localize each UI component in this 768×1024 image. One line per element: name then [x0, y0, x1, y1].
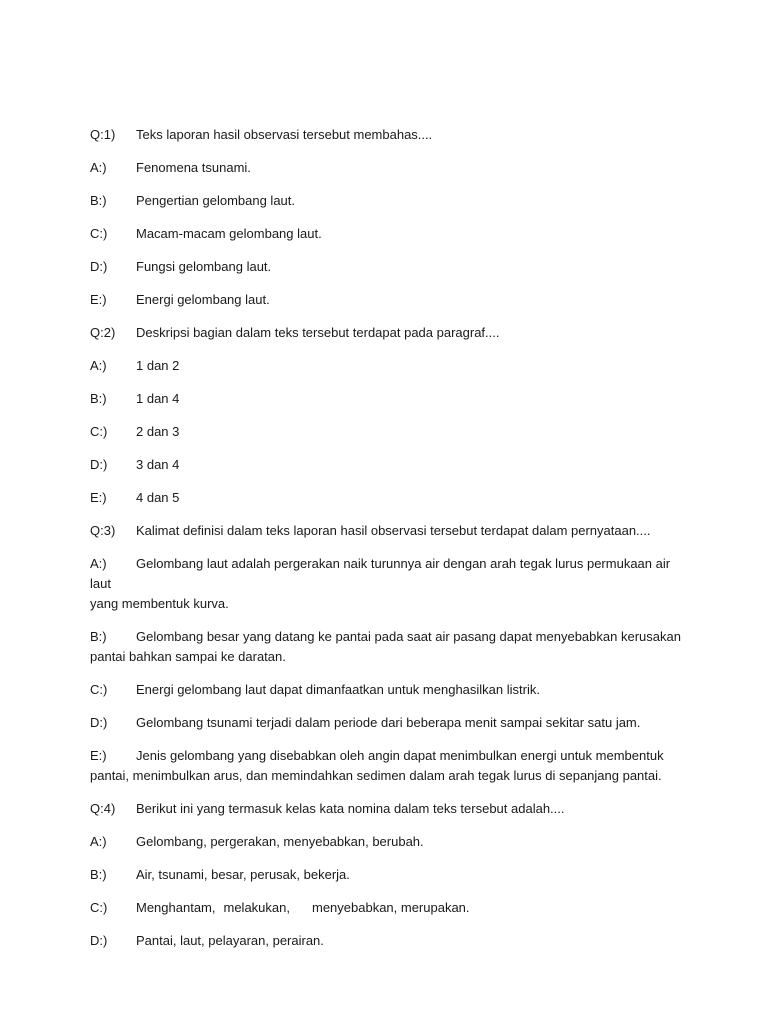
- option-text-part: menyebabkan, merupakan.: [311, 900, 470, 915]
- option-label: A:): [90, 358, 107, 373]
- option-text: Air, tsunami, besar, perusak, bekerja.: [136, 867, 350, 882]
- option-text: 2 dan 3: [136, 424, 180, 439]
- option-text: Pengertian gelombang laut.: [136, 193, 296, 208]
- option-label: D:): [90, 933, 108, 948]
- option-label: E:): [90, 490, 107, 505]
- option-text: 1 dan 4: [136, 391, 180, 406]
- option-label: E:): [90, 292, 107, 307]
- question-text: Berikut ini yang termasuk kelas kata nomina dalam teks tersebut adalah....: [136, 801, 565, 816]
- option-text-continuation: yang membentuk kurva.: [90, 596, 229, 611]
- option-line: [90, 422, 690, 442]
- option-text: Jenis gelombang yang disebabkan oleh angin dapat menimbulkan energi untuk membentuk: [136, 748, 664, 763]
- option-text: Gelombang besar yang datang ke pantai pada saat air pasang dapat menyebabkan kerusakan: [136, 629, 681, 644]
- question-label: Q:2): [90, 325, 116, 340]
- option-line: [90, 224, 690, 244]
- question-line: [90, 521, 690, 541]
- option-label: D:): [90, 259, 108, 274]
- option-text-part: Menghantam,: [136, 900, 216, 915]
- option-label: B:): [90, 391, 107, 406]
- option-label: A:): [90, 556, 107, 571]
- option-text: Gelombang laut adalah pergerakan naik turunnya air dengan arah tegak lurus permukaan air laut: [90, 556, 671, 591]
- option-text: Energi gelombang laut.: [136, 292, 270, 307]
- option-line: [90, 627, 690, 667]
- question-text: Teks laporan hasil observasi tersebut membahas....: [136, 127, 433, 142]
- option-line: [90, 713, 690, 733]
- option-line: [90, 455, 690, 475]
- option-text: Pantai, laut, pelayaran, perairan.: [136, 933, 324, 948]
- question-label: Q:4): [90, 801, 116, 816]
- option-line: [90, 680, 690, 700]
- option-line: [90, 865, 690, 885]
- option-label: C:): [90, 424, 108, 439]
- question-label: Q:1): [90, 127, 116, 142]
- option-label: C:): [90, 900, 108, 915]
- question-text: Deskripsi bagian dalam teks tersebut terdapat pada paragraf....: [136, 325, 500, 340]
- option-line: [90, 290, 690, 310]
- option-line: [90, 257, 690, 277]
- option-text: Gelombang, pergerakan, menyebabkan, berubah.: [136, 834, 424, 849]
- option-label: B:): [90, 629, 107, 644]
- option-label: C:): [90, 226, 108, 241]
- option-line: [90, 356, 690, 376]
- option-text: 3 dan 4: [136, 457, 180, 472]
- option-label: E:): [90, 748, 107, 763]
- question-label: Q:3): [90, 523, 116, 538]
- option-text: 4 dan 5: [136, 490, 180, 505]
- option-text-part: melakukan,: [223, 900, 290, 915]
- option-label: A:): [90, 834, 107, 849]
- option-text: Gelombang tsunami terjadi dalam periode dari beberapa menit sampai sekitar satu jam.: [136, 715, 641, 730]
- question-line: [90, 323, 690, 343]
- option-text-continuation: pantai, menimbulkan arus, dan memindahkan sedimen dalam arah tegak lurus di sepanjang pantai.: [90, 768, 662, 783]
- option-line: [90, 554, 690, 614]
- option-label: C:): [90, 682, 108, 697]
- option-text: Energi gelombang laut dapat dimanfaatkan untuk menghasilkan listrik.: [136, 682, 540, 697]
- option-line: [90, 832, 690, 852]
- question-line: [90, 125, 690, 145]
- option-line: [90, 931, 690, 951]
- question-list: [90, 125, 690, 964]
- option-text: Fungsi gelombang laut.: [136, 259, 272, 274]
- question-text: Kalimat definisi dalam teks laporan hasil observasi tersebut terdapat dalam pernyataan....: [136, 523, 651, 538]
- option-label: B:): [90, 193, 107, 208]
- option-label: A:): [90, 160, 107, 175]
- option-line: [90, 898, 690, 918]
- question-line: [90, 799, 690, 819]
- option-label: D:): [90, 457, 108, 472]
- option-text: Macam-macam gelombang laut.: [136, 226, 322, 241]
- option-line: [90, 488, 690, 508]
- option-line: [90, 191, 690, 211]
- option-line: [90, 389, 690, 409]
- option-text-continuation: pantai bahkan sampai ke daratan.: [90, 649, 286, 664]
- option-text: Fenomena tsunami.: [136, 160, 251, 175]
- option-line: [90, 746, 690, 786]
- option-line: [90, 158, 690, 178]
- option-label: B:): [90, 867, 107, 882]
- option-label: D:): [90, 715, 108, 730]
- option-text: 1 dan 2: [136, 358, 180, 373]
